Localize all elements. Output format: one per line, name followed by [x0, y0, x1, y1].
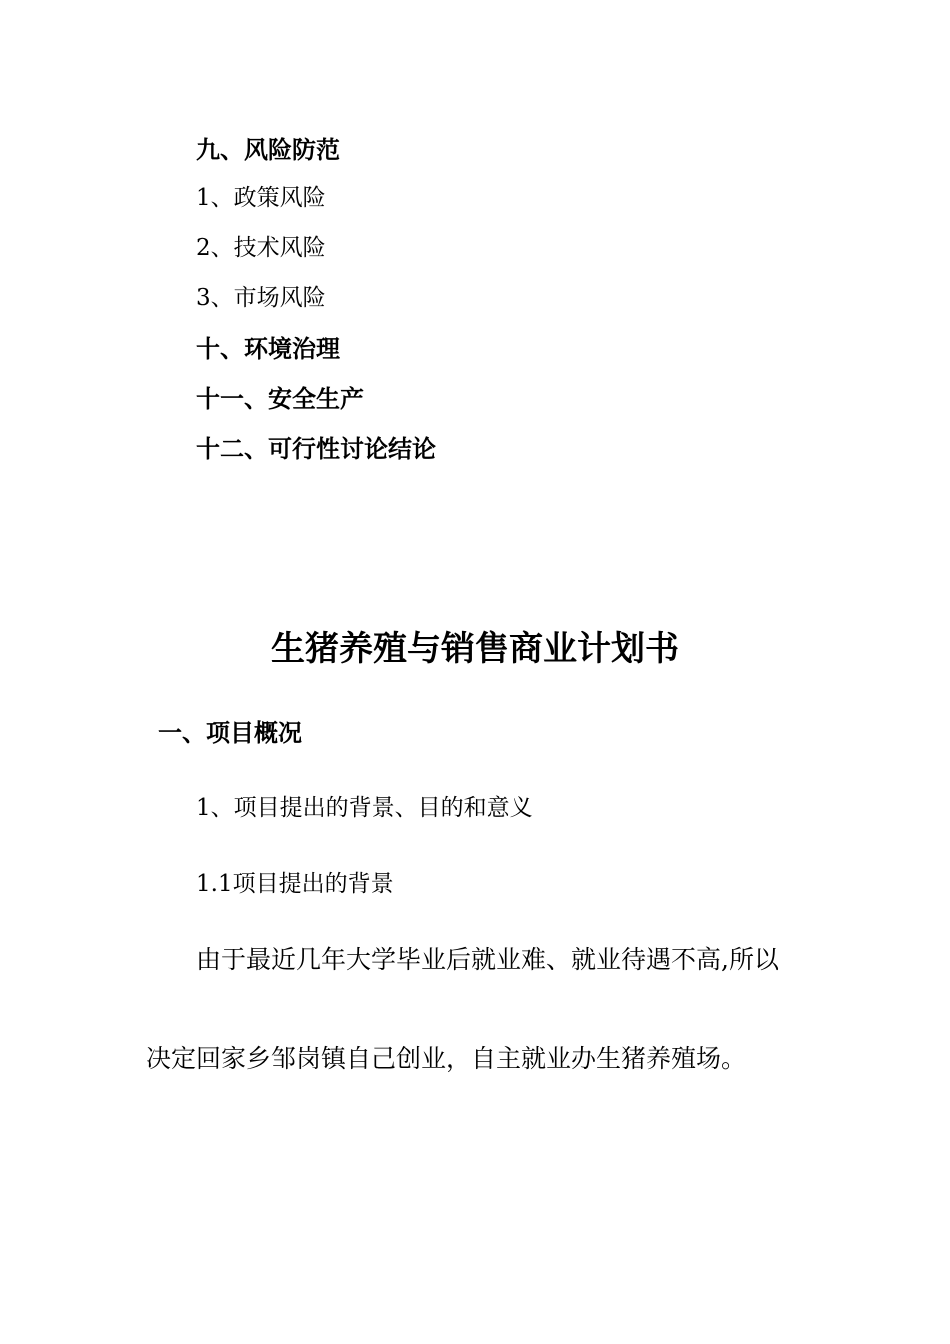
toc-item-market-risk: 3、市场风险 [196, 285, 326, 311]
toc-item-technical-risk: 2、技术风险 [196, 235, 326, 261]
toc-item-environment: 十、环境治理 [196, 335, 340, 363]
paragraph-line: 由于最近几年大学毕业后就业难、就业待遇不高,所以 [196, 945, 779, 974]
toc-item-policy-risk: 1、政策风险 [196, 185, 326, 211]
sub-subsection-heading: 1.1项目提出的背景 [196, 871, 394, 897]
toc-item-feasibility-conclusion: 十二、可行性讨论结论 [196, 435, 436, 463]
subsection-heading: 1、项目提出的背景、目的和意义 [196, 795, 533, 821]
section-heading: 一、项目概况 [158, 719, 302, 747]
paragraph-line: 决定回家乡邹岗镇自己创业，自主就业办生猪养殖场。 [146, 1044, 747, 1073]
page-title: 生猪养殖与销售商业计划书 [271, 629, 679, 669]
toc-item-risk-prevention: 九、风险防范 [196, 136, 340, 164]
toc-item-safety: 十一、安全生产 [196, 385, 364, 413]
